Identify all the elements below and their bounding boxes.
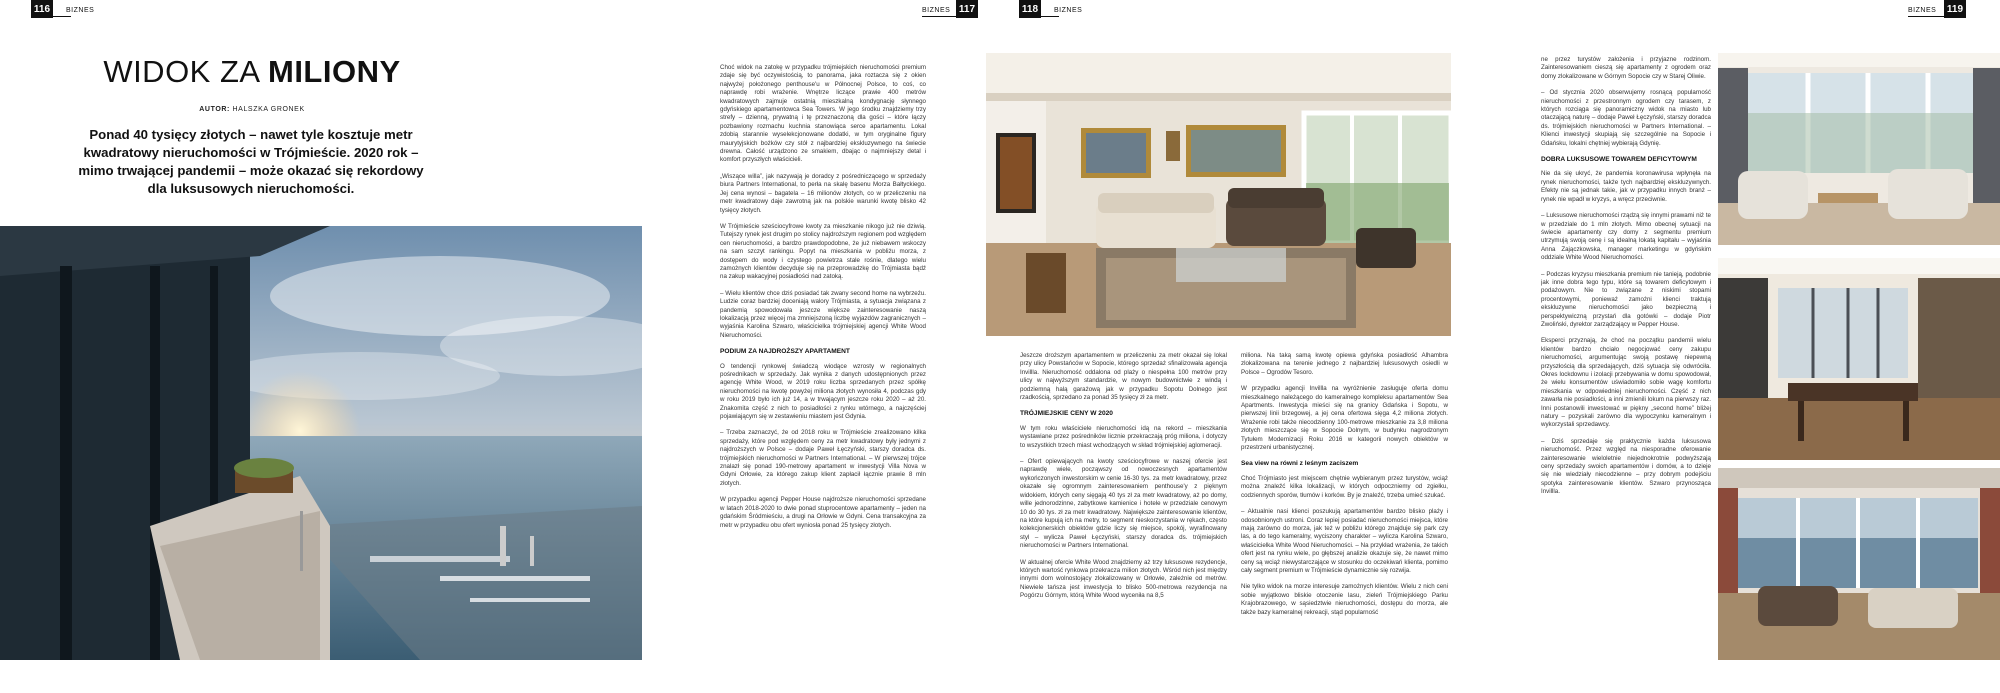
header-rule-116 (31, 16, 71, 17)
header-rule-118 (1019, 16, 1059, 17)
header-rule-119 (1908, 16, 1966, 17)
white-armchairs-room-photo (1718, 53, 2000, 245)
body-paragraph: Choć Trójmiasto jest miejscem chętnie wybieranym przez turystów, wciąż można znaleźć kilka lokalizacji, w których odpoczniemy od zgiełku, codziennych sporów, tłumów i korków. By je znaleźć, trzeba umieć szukać. (1241, 474, 1448, 499)
lead-paragraph: Ponad 40 tysięcy złotych – nawet tyle kosztuje metr kwadratowy nieruchomości w Trójmieście. 2020 rok – mimo trwającej pandemii – może okazać się rekordowy dla luksusowych nieruchomości. (78, 127, 424, 196)
body-paragraph: miliona. Na taką samą kwotę opiewa gdyńska posiadłość Alhambra zlokalizowana na terenie jednego z najbardziej luksusowych osiedli w Polsce – Ogrodów Tesoro. (1241, 352, 1448, 376)
text-column-page-117 (720, 64, 926, 654)
article-title (0, 54, 504, 90)
open-plan-dining-photo (1718, 258, 2000, 460)
section-label-116: BIZNES (66, 7, 95, 14)
section-heading: TRÓJMIEJSKIE CENY W 2020 (1020, 410, 1113, 418)
section-heading: PODIUM ZA NAJDROŻSZY APARTAMENT (720, 348, 850, 356)
body-paragraph: O tendencji rynkowej świadczą wiodące wzrosty w regionalnych pośrednikach w sprzedaży. Jak wynika z danych udostępnionych przez agencję White Wood, w 2019 roku liczba sprzedanych przez spółkę nieruchomości na kwotę powyżej miliona złotych wynosiła 4, podczas gdy w roku 2019 było ich już 14, a w trwającym jeszcze roku 2020 – aż 20. Znakomita część z nich to posiadłości z rynku wtórnego, a najczęściej pojawiającym się w zestawieniu miastem jest Gdynia. (720, 362, 926, 421)
living-room-photo (986, 53, 1451, 336)
text-column-page-118-left (1020, 352, 1227, 662)
body-paragraph: – Dziś sprzedaje się praktycznie każda luksusowa nieruchomość. Przez względ na niesporadne oferowanie zainteresowanie wieloletnie niejednokrotnie podwyższają ceny sprzedaży swoich apartamentów i domów, a to dzieje się nie wiedziały niecodzienne – przy dobrym podejściu spotyka zainteresowanie klientów. Szwaro przynosząca Invillla. (1541, 437, 1711, 496)
body-paragraph: – Wielu klientów chce dziś posiadać tak zwany second home na wybrzeżu. Ludzie coraz bardziej doceniają walory Trójmiasta, a sytuacja związana z pandemią spowodowała jeszcze większe zainteresowanie naszą lokalizacją przez więcej ma zmniejszoną liczbę wyjazdów zagranicznych – wyjaśnia Karolina Szwaro, właścicielka trójmiejskiej agencji White Wood Nieruchomości. (720, 289, 926, 339)
page-number-118: 118 (1019, 0, 1041, 18)
body-paragraph: ne przez turystów założenia i przyjazne rodzinom. Zainteresowaniem cieszą się apartamenty z ogrodem oraz domy zlokalizowane w Górnym Sopocie czy w Starej Oliwie. (1541, 56, 1711, 80)
body-paragraph: – Trzeba zaznaczyć, że od 2018 roku w Trójmieście zrealizowano kilka sprzedaży, które pod względem ceny za metr kwadratowy były jednymi z najdroższych w Polsce – dodaje Paweł Łęczyński, starszy doradca ds. trójmiejskich nieruchomości w Partners International. – W pierwszej trójce znalazł się ponad 190-metrowy apartament w inwestycji Villa Nova w Gdyni Orłowie, za którego zakup klient zapłacił łącznie prawie 8 mln złotych. (720, 429, 926, 487)
section-label-119: BIZNES (1908, 7, 1937, 14)
page-number-116: 116 (31, 0, 53, 18)
sea-view-lounge-photo (1718, 468, 2000, 660)
body-paragraph: W aktualnej ofercie White Wood znajdziemy aż trzy luksusowe rezydencje, których wartość rynkowa przekracza milion złotych. Wśród nich jest między innymi dom wolnostojący zlokalizowany w Orłowie, zależnie od metrów. Niewiele tańsza jest inwestycja to blisko 500-metrowa rezydencja na Pogórzu Górnym, którą White Wood wyceniła na 8,5 (1020, 558, 1227, 600)
byline (0, 106, 504, 113)
body-paragraph: Choć widok na zatokę w przypadku trójmiejskich nieruchomości premium zdaje się być oczywistością, to panorama, jaka roztacza się z okien najwyżej położonego penthouse'u w Północnej Polsce, to coś, co naprawdę robi wrażenie. Wnętrze liczące prawie 400 metrów kwadratowych zajmuje ostatnią mieszkalną kondygnację słynnego gdyńskiego apartamentowca Sea Towers. W jego środku znajdziemy trzy strefy – dzienną, prywatną i tę przeznaczoną dla gości – które łączy pozbawiony rozmachu kuchnia stanowiąca serce apartamentu. Lokal zdobią starannie wyselekcjonowane dodatki, w tym oryginalne figury maurytyjskich bożków czy stół z najbardziej ekskluzywnego na świecie drewna. Całość urządzono ze smakiem, dbając o najmniejszy detal i komfort przyszłych właścicieli. (720, 64, 926, 164)
balcony-sea-view-photo (0, 226, 642, 660)
body-paragraph: Jeszcze droższym apartamentem w przeliczeniu za metr okazał się lokal przy ulicy Powstańców w Sopocie, którego sprzedaż sfinalizowała agencja Invillla. Nieruchomość oddalona od plaży o niespełna 100 metrów przy ulicy w najwyższym standardzie, w nowym budownictwie z windą i podziemną halą garażową jak w przypadku Sopotu Dolnego jest rzadkością, sprzedano za ponad 35 tysięcy zł za metr. (1020, 352, 1227, 402)
section-heading: DOBRA LUKSUSOWE TOWAREM DEFICYTOWYM (1541, 156, 1697, 164)
title-bold: MILIONY (268, 54, 401, 89)
section-label-117: BIZNES (922, 7, 951, 14)
body-paragraph: W tym roku właściciele nieruchomości idą na rekord – mieszkania wystawiane przez pośredników licznie przekraczają próg miliona, i dotyczy to wszystkich trzech miast wchodzących w skład trójmiejskiej aglomeracji. (1020, 424, 1227, 449)
body-paragraph: W przypadku agencji Pepper House najdroższe nieruchomości sprzedane w latach 2018-2020 to dwie ponad stuprocentowe apartamenty – jeden na gdańskim Śródmieściu, a drugi na Orłowie w Gdyni. Cena transakcyjna za metr w przypadku obu ofert wyniosła ponad 25 tysięcy złotych. (720, 496, 926, 529)
title-light: WIDOK ZA (103, 54, 268, 89)
page-number-117: 117 (956, 0, 978, 18)
body-paragraph: W Trójmieście sześciocyfrowe kwoty za mieszkanie nikogo już nie dziwią. Tutejszy rynek jest drugim po stolicy najdroższym regionem pod względem cen nieruchomości, a bardzo prawdopodobne, że już niebawem wskoczy na sam szczyt rankingu. Popyt na mieszkania w pobliżu morza, z dostępem do wody i czystego powietrza stale rośnie, dlatego wielu zamożnych klientów decyduje się na przeprowadzkę do Trójmiasta bądź na zakup wakacyjnej posiadłości nad zatoką. (720, 222, 926, 281)
body-paragraph: – Od stycznia 2020 obserwujemy rosnącą popularność nieruchomości z przestronnym ogrodem czy tarasem, z których rozciąga się panoramiczny widok na miasto lub otaczającą naturę – dodaje Paweł Łęczyński, starszy doradca ds. trójmiejskich nieruchomości w Partners International. – Klienci inwestycji skupiają się szczególnie na Sopocie i Gdańsku, lokalni chętniej wybierają Gdynię. (1541, 89, 1711, 147)
body-paragraph: – Podczas kryzysu mieszkania premium nie tanieją, podobnie jak inne dobra tego typu, które są towarem deficytowym i podażowym. Nie to związane z niskimi stopami procentowymi, ponieważ zamożni klienci traktują ekskluzywne nieruchomości jako bezpieczną i perspektywiczną przystań dla gotówki – dodaje Piotr Zwoliński, dyrektor zarządzający w Pepper House. (1541, 270, 1711, 328)
body-paragraph: – Luksusowe nieruchomości rządzą się innymi prawami niż te w przedziale do 1 mln złotych. Mimo obecnej sytuacji na świecie apartamenty czy domy z segmentu premium utrzymują swoją cenę i są idealną lokatą kapitału – wyjaśnia Anna Zajączkowska, manager marketingu w gdyńskim oddziale White Wood Nieruchomości. (1541, 212, 1711, 262)
body-paragraph: Nie tylko widok na morze interesuje zamożnych klientów. Wielu z nich ceni sobie wyjątkowo bliskie otoczenie lasu, zieleń Trójmiejskiego Parku Krajobrazowego, w sąsiedztwie nieruchomości, dostępu do morza, ale także bazy kameralnej rekreacji, stąd popularność (1241, 583, 1448, 616)
author-label: AUTOR: (199, 106, 230, 113)
section-label-118: BIZNES (1054, 7, 1083, 14)
header-rule-117 (922, 16, 978, 17)
body-paragraph: – Aktualnie nasi klienci poszukują apartamentów bardzo blisko plaży i odosobnionych ustroni. Coraz lepiej posiadać nieruchomości miejsca, które mają zarówno do morza, jak też w pobliżu którego znajduje się park czy las, a do tego kameralny, wyciszony charakter – wylicza Karolina Szwaro, właścicielka White Wood Nieruchomości. – Na przykład wrażenia, że takich ofert jest na rynku wiele, po głębszej analizie okazuje się, że nawet mimo ceny są wciąż niewystarczające w stosunku do oczekiwań klienta, pomimo cały segment premium w Trójmieście dynamicznie się rozwija. (1241, 508, 1448, 574)
section-heading: Sea view na równi z leśnym zaciszem (1241, 460, 1359, 468)
body-paragraph: – Ofert opiewających na kwoty sześciocyfrowe w naszej ofercie jest naprawdę wiele, począwszy od nowoczesnych apartamentów wykończonych inwestorskim w cenie 16-30 tys. za metr kwadratowy, przez okazałe się ogromnym zainteresowaniem penthouse'y z pięknym widokiem, których ceny sięgają 40 tys zł za metr kwadratowy, aż po domy, wille jednorodzinne, zabytkowe kamienice i hotele w przedziale cenowym 10 do 30 tys. zł za metr kwadratowy. Największe zainteresowanie klientów, na które kupują ich na metry, to segment nieskorzystania w rękach, często kolekcjonerskich obiektów gdzie liczy się miejsce, spokój, wyrafinowany styl – wylicza Paweł Łęczyński, starszy doradca ds. trójmiejskich nieruchomości w Partners International. (1020, 458, 1227, 550)
body-paragraph: W przypadku agencji Invillla na wyróżnienie zasługuje oferta domu mieszkalnego należącego do kameralnego kompleksu apartamentów Sea Apartments. Inwestycja mieści się na granicy Gdańska i Sopotu, w pierwszej linii brzegowej, a jej cena ofertowa sięga 4,2 miliona złotych. Wrażenie robi także niecodzienny 100-metrowe mieszkanie za 3,8 miliona złotych mieszczące się w Sopocie Dolnym, w budynku nagrodzonym Tytułem Modernizacji Roku 2016 w kategorii nowych obiektów w przestrzeni urbanistycznej. (1241, 385, 1448, 452)
author-name: HALSZKA GRONEK (232, 106, 305, 113)
body-paragraph: Eksperci przyznają, że choć na początku pandemii wielu klientów bardzo chciało negocjować ceny zakupu nieruchomości, argumentując swoją postawę niepewną przyszłością dla sprzedających, dziś sytuacja się odwróciła. Okres lockdownu i izolacji przebywania w domu spowodował, że wielu konsumentów uświadomiło sobie wagę komfortu mieszkania w odpowiedniej nieruchomości. Część z nich zawarła nie posiadłości, a inni zmienili lokum na pierwszy raz. Inni postanowili inwestować w piękny „second home” bliżej natury – pozyskali zarówno dla wypoczynku kameralnym i wykorzystali sprzedawcy. (1541, 337, 1711, 429)
page-number-119: 119 (1944, 0, 1966, 18)
body-paragraph: „Wiszące willa”, jak nazywają je doradcy z pośredniczącego w sprzedaży biura Partners International, to perła na skalę basenu Morza Bałtyckiego. Jej cena wynosi – bagatela – 16 milionów złotych, co w przeliczeniu na metr kwadratowy daje zawrotną jak na polskie warunki kwotę blisko 42 tysięcy złotych. (720, 172, 926, 214)
text-column-page-118-right (1241, 352, 1448, 662)
text-column-page-119 (1541, 56, 1711, 666)
body-paragraph: Nie da się ukryć, że pandemia koronawirusa wpłynęła na rynek nieruchomości, także tych najbardziej ekskluzywnych. Efekty nie są jednak takie, jak w przypadku innych branż – rynek nie wpadł w kryzys, a wręcz przeciwnie. (1541, 170, 1711, 203)
